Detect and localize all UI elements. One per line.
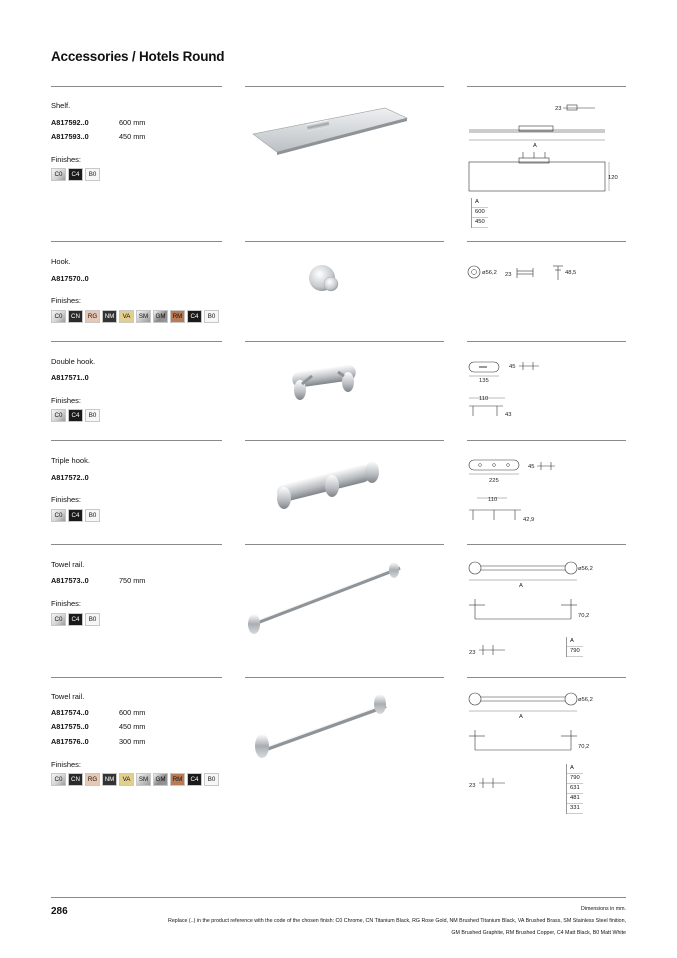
double-hook-photo (286, 360, 366, 404)
svg-text:23: 23 (469, 783, 476, 789)
divider (467, 241, 626, 242)
finish-swatch-cn: CN (68, 310, 83, 323)
product-size: 450 mm (119, 132, 146, 141)
finish-swatch-c0: C0 (51, 613, 66, 626)
finish-swatch-va: VA (119, 310, 134, 323)
svg-text:110: 110 (488, 497, 498, 503)
finishes-label: Finishes: (51, 155, 82, 164)
dimension-table: A 790 (566, 637, 583, 657)
finish-swatch-sm: SM (136, 773, 151, 786)
svg-text:120: 120 (608, 175, 618, 181)
finish-swatch-c4: C4 (68, 168, 83, 181)
finish-swatch-gm: GM (153, 773, 168, 786)
svg-text:45: 45 (528, 464, 535, 470)
product-name: Towel rail. (51, 560, 85, 569)
dimension-table: A 600 450 (471, 198, 488, 228)
svg-text:48,5: 48,5 (565, 270, 577, 276)
finish-swatch-c0: C0 (51, 168, 66, 181)
finish-swatch-b0: B0 (204, 773, 219, 786)
divider (467, 440, 626, 441)
triple-hook-drawing (467, 458, 567, 526)
svg-text:A: A (533, 143, 537, 149)
finish-swatch-c0: C0 (51, 509, 66, 522)
product-name: Double hook. (51, 357, 96, 366)
product-code: A817572..0 (51, 473, 89, 482)
divider (245, 241, 444, 242)
product-code: A817573..0 (51, 576, 89, 585)
finish-swatch-nm: NM (102, 310, 117, 323)
svg-text:23: 23 (555, 106, 562, 112)
divider (51, 544, 222, 545)
svg-text:110: 110 (479, 396, 489, 402)
finishes-label: Finishes: (51, 495, 82, 504)
shelf-photo (245, 96, 409, 168)
svg-text:70,2: 70,2 (578, 744, 590, 750)
finish-swatches (51, 168, 100, 181)
finish-swatch-c0: C0 (51, 310, 66, 323)
divider (51, 341, 222, 342)
divider (245, 440, 444, 441)
finishes-label: Finishes: (51, 760, 82, 769)
divider (51, 440, 222, 441)
product-size: 600 mm (119, 708, 146, 717)
finish-swatch-rm: RM (170, 310, 185, 323)
product-code: A817576..0 (51, 737, 89, 746)
product-code: A817592..0 (51, 118, 89, 127)
finish-swatch-rg: RG (85, 310, 100, 323)
finish-swatch-b0: B0 (85, 613, 100, 626)
svg-text:70,2: 70,2 (578, 613, 590, 619)
finish-codes-note: Replace (..) in the product reference with the code of the chosen finish: C0 Chrome, CN Titanium Black, RG Rose Gold, NM Brushed Titanium Black, VA Brushed Brass, SM Stainless Steel finition, (168, 918, 626, 924)
finish-swatch-c4: C4 (187, 773, 202, 786)
svg-text:42,9: 42,9 (523, 517, 535, 523)
finish-swatch-sm: SM (136, 310, 151, 323)
product-code: A817574..0 (51, 708, 89, 717)
product-size: 450 mm (119, 722, 146, 731)
product-name: Towel rail. (51, 692, 85, 701)
divider (467, 677, 626, 678)
finish-swatch-b0: B0 (204, 310, 219, 323)
product-name: Shelf. (51, 101, 71, 110)
svg-text:ø56,2: ø56,2 (482, 270, 497, 276)
svg-text:135: 135 (479, 378, 489, 384)
divider (245, 341, 444, 342)
svg-text:45: 45 (509, 364, 516, 370)
finish-swatch-c4: C4 (68, 409, 83, 422)
finishes-label: Finishes: (51, 599, 82, 608)
hook-photo (300, 258, 350, 302)
product-name: Hook. (51, 257, 71, 266)
finish-swatch-b0: B0 (85, 509, 100, 522)
divider (51, 677, 222, 678)
svg-text:23: 23 (505, 272, 512, 278)
finish-swatches (51, 409, 100, 422)
finish-swatches (51, 613, 100, 626)
finish-codes-note: GM Brushed Graphite, RM Brushed Copper, C4 Matt Black, B0 Matt White (451, 930, 626, 936)
svg-text:ø56,2: ø56,2 (578, 697, 593, 703)
finish-swatch-b0: B0 (85, 409, 100, 422)
page-number: 286 (51, 906, 68, 917)
product-size: 300 mm (119, 737, 146, 746)
finish-swatch-rg: RG (85, 773, 100, 786)
divider (51, 241, 222, 242)
svg-text:23: 23 (469, 650, 476, 655)
finish-swatch-gm: GM (153, 310, 168, 323)
towel-rail-drawing (467, 555, 617, 655)
product-code: A817571..0 (51, 373, 89, 382)
divider (467, 544, 626, 545)
svg-text:ø56,2: ø56,2 (578, 566, 593, 572)
towel-rail-photo (250, 690, 402, 772)
shelf-drawing (467, 100, 627, 228)
finish-swatch-va: VA (119, 773, 134, 786)
finish-swatch-b0: B0 (85, 168, 100, 181)
product-size: 600 mm (119, 118, 146, 127)
divider (245, 677, 444, 678)
finish-swatch-c0: C0 (51, 409, 66, 422)
divider (467, 86, 626, 87)
finish-swatch-rm: RM (170, 773, 185, 786)
finish-swatches (51, 509, 100, 522)
divider (245, 86, 444, 87)
svg-text:43: 43 (505, 412, 512, 418)
towel-rail-drawing (467, 688, 617, 792)
divider (245, 544, 444, 545)
finish-swatches (51, 773, 219, 786)
product-code: A817593..0 (51, 132, 89, 141)
finish-swatch-c4: C4 (68, 509, 83, 522)
product-size: 750 mm (119, 576, 146, 585)
dimension-table: A 790 631 481 331 (566, 764, 583, 814)
footer-divider (51, 897, 626, 898)
dimensions-note: Dimensions in mm. (580, 906, 626, 912)
finish-swatch-nm: NM (102, 773, 117, 786)
product-code: A817575..0 (51, 722, 89, 731)
finish-swatch-c0: C0 (51, 773, 66, 786)
double-hook-drawing (467, 356, 557, 422)
triple-hook-photo (268, 456, 384, 518)
finish-swatch-c4: C4 (68, 613, 83, 626)
finishes-label: Finishes: (51, 296, 82, 305)
page-title: Accessories / Hotels Round (51, 49, 225, 64)
finishes-label: Finishes: (51, 396, 82, 405)
divider (51, 86, 222, 87)
finish-swatch-cn: CN (68, 773, 83, 786)
product-name: Triple hook. (51, 456, 90, 465)
svg-text:A: A (519, 714, 523, 720)
hook-drawing (467, 262, 587, 284)
divider (467, 341, 626, 342)
svg-text:A: A (519, 583, 523, 589)
finish-swatches (51, 310, 219, 323)
product-code: A817570..0 (51, 274, 89, 283)
finish-swatch-c4: C4 (187, 310, 202, 323)
towel-rail-photo (244, 560, 408, 638)
svg-text:225: 225 (489, 478, 499, 484)
